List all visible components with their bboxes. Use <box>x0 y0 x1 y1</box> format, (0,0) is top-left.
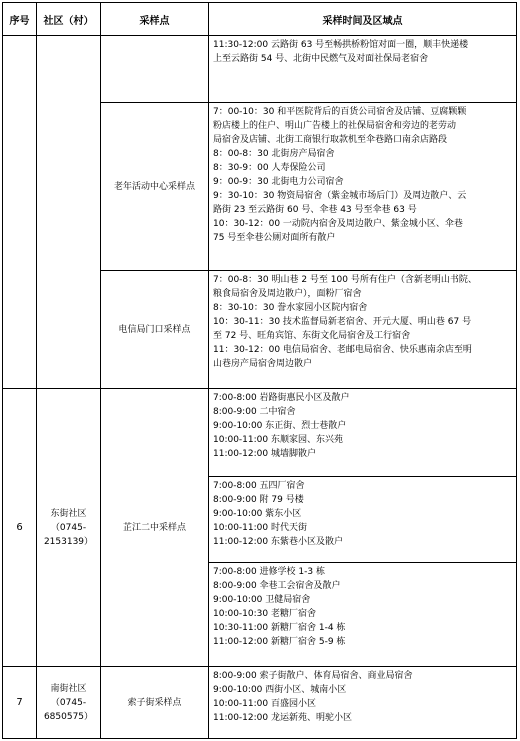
schedule-cell <box>209 667 517 739</box>
schedule-line: 7：00-10：30 和平医院背后的百货公司宿舍及店铺、豆腐颗颗 <box>213 107 467 117</box>
table-row <box>3 36 517 103</box>
schedule-line: 10:00-11:00 时代天街 <box>213 523 307 533</box>
community-cell-blank <box>37 36 101 389</box>
schedule-line: 10：30-11：30 技术监督局新老宿舍、开元大厦、明山巷 67 号 <box>213 317 472 327</box>
schedule-cell <box>209 563 517 667</box>
community-phone: （0745-6850575） <box>43 697 94 722</box>
header-schedule: 采样时间及区域点 <box>209 3 517 36</box>
schedule-line: 8:00-9:00 伞巷工会宿舍及散户 <box>213 581 341 591</box>
site-name: 老年活动中心采样点 <box>113 181 195 192</box>
schedule-cell <box>209 36 517 103</box>
seq-cell: 7 <box>3 667 37 739</box>
schedule-line: 9：00-9：30 北街电力公司宿舍 <box>213 177 344 187</box>
schedule-line: 11:00-12:00 城墙脚散户 <box>213 449 316 459</box>
community-name: 东街社区 <box>50 508 87 519</box>
schedule-line: 粉店楼上的住户、明山广告楼上的社保局宿舍和旁边的老劳动 <box>213 121 457 131</box>
table-row <box>3 667 517 739</box>
schedule-line: 11:00-12:00 东紫巷小区及散户 <box>213 537 343 547</box>
schedule-line: 路街 23 至云路街 60 号、伞巷 43 号至伞巷 63 号 <box>213 205 417 215</box>
schedule-line: 10:00-11:00 百盛园小区 <box>213 699 316 709</box>
seq-cell-blank <box>3 36 37 389</box>
schedule-line: 11:00-12:00 龙运新苑、明驼小区 <box>213 713 352 723</box>
table-row <box>3 389 517 477</box>
schedule-line: 8：00-8：30 北街房产局宿舍 <box>213 149 335 159</box>
community-cell <box>37 667 101 739</box>
site-cell <box>101 103 209 271</box>
schedule-line: 9:00-10:00 东正街、烈士巷散户 <box>213 421 347 431</box>
schedule-line: 9:00-10:00 西街小区、城南小区 <box>213 685 347 695</box>
schedule-line: 7:00-8:00 进修学校 1-3 栋 <box>213 567 325 577</box>
schedule-line: 9:00-10:00 紫东小区 <box>213 509 302 519</box>
schedule-line: 8：30-10：30 誊水家园小区院内宿舍 <box>213 303 368 313</box>
header-site: 采样点 <box>101 3 209 36</box>
schedule-line: 75 号至伞巷公厕对面所有散户 <box>213 233 336 243</box>
schedule-line: 10：30-12：00 一动院内宿舍及周边散户、紫金城小区、伞巷 <box>213 219 463 229</box>
schedule-line: 7:00-8:00 五四厂宿舍 <box>213 481 305 491</box>
site-name: 电信局门口采样点 <box>118 324 191 335</box>
schedule-cell <box>209 389 517 477</box>
schedule-cell <box>209 103 517 271</box>
schedule-line: 山巷房产局宿舍周边散户 <box>213 359 313 369</box>
community-name: 南街社区 <box>50 683 87 694</box>
schedule-line: 11：30-12：00 电信局宿舍、老邮电局宿舍、快乐惠南余店至明 <box>213 345 472 355</box>
schedule-line: 8:00-9:00 二中宿舍 <box>213 407 296 417</box>
schedule-line: 9：30-10：30 物资局宿舍（紫金城市场后门）及周边散户、云 <box>213 191 467 201</box>
site-cell <box>101 667 209 739</box>
schedule-line: 7：00-8：30 明山巷 2 号至 100 号所有住户（含新老明山书院、 <box>213 275 477 285</box>
schedule-line: 至 72 号、旺角宾馆、东街文化局宿舍及工行宿舍 <box>213 331 411 341</box>
schedule-line: 7:00-8:00 岩路街惠民小区及散户 <box>213 393 350 403</box>
schedule-line: 11:00-12:00 新糖厂宿舍 5-9 栋 <box>213 637 346 647</box>
site-cell <box>101 389 209 667</box>
header-community: 社区（村） <box>37 3 101 36</box>
schedule-line: 8：30-9：00 人寿保险公司 <box>213 163 326 173</box>
schedule-cell <box>209 271 517 389</box>
table-header-row <box>3 3 517 36</box>
site-cell-blank <box>101 36 209 103</box>
community-phone: （0745-2153139） <box>43 522 94 547</box>
site-cell <box>101 271 209 389</box>
schedule-line: 局宿舍及店铺、北街工商银行取款机至伞巷路口南余店路段 <box>213 135 448 145</box>
schedule-line: 9:00-10:00 卫健局宿舍 <box>213 595 311 605</box>
site-name: 索子街采样点 <box>127 697 182 708</box>
schedule-line: 上至云路街 54 号、北街中民燃气及对面社保局老宿舍 <box>213 54 429 64</box>
sampling-schedule-table <box>2 2 517 739</box>
schedule-line: 8:00-9:00 索子街散户、体育局宿舍、商业局宿舍 <box>213 671 413 681</box>
schedule-line: 8:00-9:00 附 79 号楼 <box>213 495 304 505</box>
schedule-line: 粮食局宿舍及周边散户），面粉厂宿舍 <box>213 289 362 299</box>
schedule-line: 10:30-11:00 新糖厂宿舍 1-4 栋 <box>213 623 346 633</box>
community-cell <box>37 389 101 667</box>
seq-cell: 6 <box>3 389 37 667</box>
site-name: 芷江二中采样点 <box>122 522 186 533</box>
schedule-line: 11:30-12:00 云路街 63 号至畅拱桥粉馆对面一圈，顺丰快递楼 <box>213 40 469 50</box>
schedule-line: 10:00-11:00 东顺家园、东兴苑 <box>213 435 343 445</box>
header-seq: 序号 <box>3 3 37 36</box>
schedule-line: 10:00-10:30 老糖厂宿舍 <box>213 609 316 619</box>
schedule-cell <box>209 477 517 563</box>
